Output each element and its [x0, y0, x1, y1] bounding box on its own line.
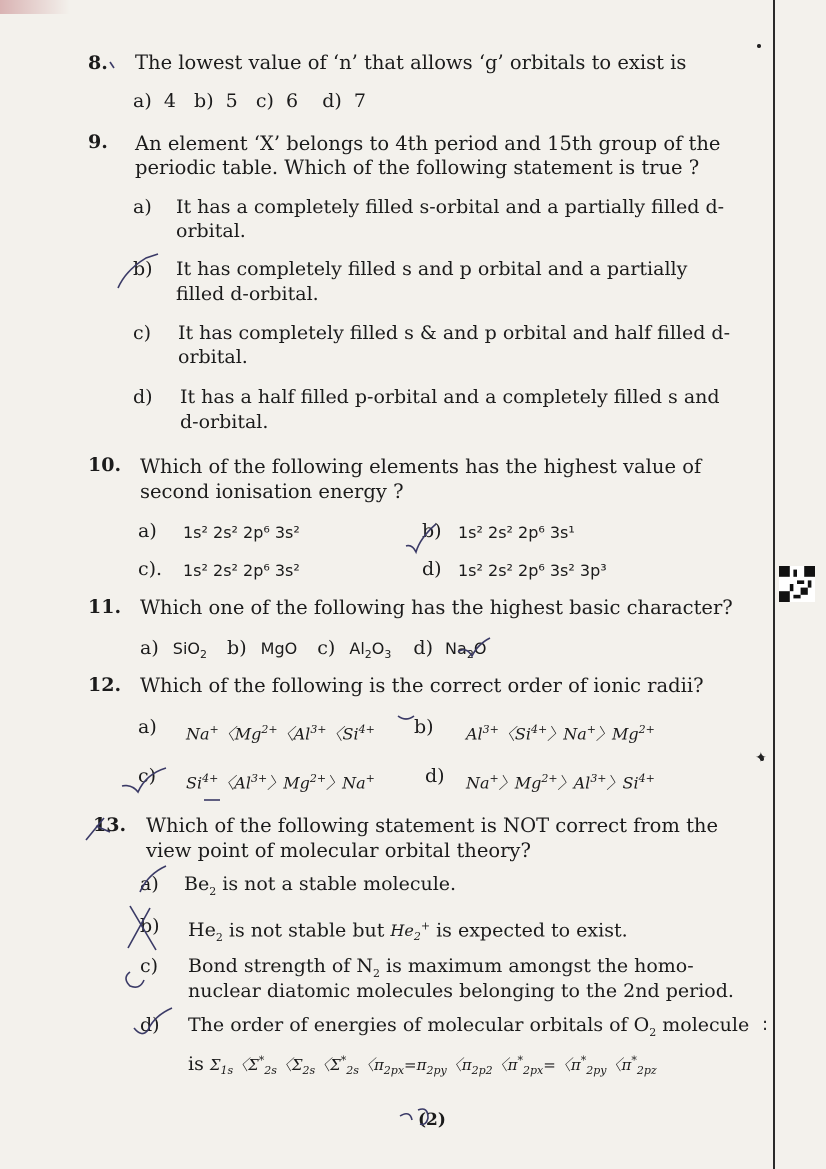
question-12-option-b-label: b)	[414, 716, 434, 738]
question-9-option-d-line2: d-orbital.	[180, 411, 269, 433]
question-9-option-a-line2: orbital.	[176, 220, 246, 242]
question-9-option-b-line2: filled d-orbital.	[176, 283, 319, 305]
question-8-options: a) 4 b) 5 c) 6 d) 7	[133, 90, 367, 112]
question-10-option-c-config: 1s² 2s² 2p⁶ 3s²	[183, 561, 300, 580]
ink-mark	[110, 62, 114, 68]
question-9-option-a-label: a)	[133, 196, 152, 218]
question-13-option-a-text: is not a stable molecule.	[216, 873, 457, 895]
question-10-option-a-config: 1s² 2s² 2p⁶ 3s²	[183, 523, 300, 542]
question-12-option-b-order: $Al^{3+}$〈$Si^{4+}$〉Na+〉$Mg^{2+}$	[466, 723, 655, 744]
question-8-number: 8.	[88, 52, 108, 74]
tick-mark-q13a	[140, 866, 166, 892]
tick-mark-q13d	[134, 1008, 172, 1034]
question-10-option-d-config: 1s² 2s² 2p⁶ 3s² 3p³	[458, 561, 607, 580]
question-9-option-a-line1: It has a completely filled s-orbital and a partially filled d-	[176, 196, 725, 218]
question-12-option-c-label: c)	[138, 765, 157, 787]
question-9-number: 9.	[88, 131, 108, 153]
question-10-number: 10.	[88, 454, 122, 476]
question-13-line1: Which of the following statement is NOT correct from the	[146, 814, 719, 837]
question-12-option-a-order: Na+〈$Mg^{2+}$〈$Al^{3+}$〈$Si^{4+}$	[186, 723, 375, 744]
question-13-option-a-label: a)	[140, 873, 159, 895]
question-12-option-d-order: Na+〉$Mg^{2+}$〉$Al^{3+}$〉$Si^{4+}$	[466, 772, 655, 793]
ink-mark-q12b	[398, 716, 414, 719]
question-12-option-c-order: $Si^{4+}$〈$Al^{3+}$〉$Mg^{2+}$〉Na+	[186, 772, 375, 793]
question-13-number: 13.	[93, 814, 127, 836]
question-9-option-c-label: c)	[133, 322, 152, 344]
margin-mark: :	[762, 1014, 769, 1035]
he2-formula: $He_2$	[188, 919, 223, 945]
question-13-option-c-label: c)	[140, 955, 159, 977]
question-13-option-c-text-end: is maximum amongst the homo-	[380, 955, 694, 977]
question-9-option-c-line1: It has completely filled s & and p orbital and half filled d-	[178, 322, 731, 344]
question-9-line1: An element ‘X’ belongs to 4th period and 15th group of the	[135, 132, 721, 155]
question-11-option-c-formula: $Al_2O_3$	[349, 639, 392, 662]
question-12-text: Which of the following is the correct order of ionic radii?	[140, 674, 704, 697]
tick-mark-q11d	[458, 638, 490, 656]
question-13-option-c-line2: nuclear diatomic molecules belonging to the 2nd period.	[188, 980, 734, 1002]
question-13-option-d-label: d)	[140, 1014, 160, 1036]
question-13-option-d-is: is	[188, 1053, 210, 1075]
question-11-number: 11.	[88, 596, 122, 618]
question-8-text: The lowest value of ‘n’ that allows ‘g’ orbitals to exist is	[135, 51, 687, 74]
question-13-option-d-text-end: molecule	[656, 1014, 750, 1036]
question-13-option-b-end: is expected to exist.	[430, 919, 628, 942]
question-9-option-b-label: b)	[133, 258, 153, 280]
circle-mark-q13c	[126, 972, 144, 987]
question-13-option-c-text: Bond strength of N	[188, 955, 373, 977]
scribble-q13	[86, 818, 110, 840]
question-13-option-c-line1: Bond strength of $N_2$ is maximum amongst the homo-	[188, 955, 694, 980]
question-10-line1: Which of the following elements has the highest value of	[140, 455, 702, 478]
scribble-footer	[400, 1109, 428, 1124]
question-9-option-c-line2: orbital.	[178, 346, 248, 368]
question-9-option-b-line1: It has completely filled s and p orbital and a partially	[176, 258, 688, 280]
page-number: (2)	[418, 1110, 446, 1130]
question-12-option-d-label: d)	[425, 765, 445, 787]
question-10-option-d-label: d)	[422, 558, 442, 580]
question-9-line2: periodic table. Which of the following statement is true ?	[135, 156, 700, 179]
he2-plus-formula: $He_2^+$	[390, 920, 431, 944]
question-12-option-a-label: a)	[138, 716, 157, 738]
be2-formula: $Be_2$	[184, 873, 217, 898]
question-11-option-a-label: a)	[140, 637, 159, 659]
tick-mark-q12c	[122, 768, 166, 792]
question-13-option-d-line1: The order of energies of molecular orbitals of $O_2$ molecule	[188, 1014, 750, 1039]
margin-mark: ✦	[755, 750, 767, 766]
question-12-number: 12.	[88, 674, 122, 696]
question-13-option-b-text: is not stable but	[222, 919, 391, 942]
tick-mark-q9b	[118, 254, 158, 288]
question-11-option-b-formula: MgO	[260, 639, 298, 658]
question-11-option-c-label: c)	[317, 637, 336, 659]
question-13-line2: view point of molecular orbital theory?	[146, 839, 531, 862]
cross-mark-q13b	[128, 906, 156, 950]
question-10-option-b-config: 1s² 2s² 2p⁶ 3s¹	[458, 523, 575, 542]
question-10-option-b-label: b)	[422, 520, 442, 542]
question-13-option-b-label: b)	[140, 915, 160, 937]
question-10-option-a-label: a)	[138, 520, 157, 542]
question-10-option-c-label: c).	[138, 558, 163, 580]
tick-mark-q10b	[406, 524, 436, 552]
question-11-option-d-label: d)	[413, 637, 433, 659]
question-9-option-d-label: d)	[133, 386, 153, 408]
question-11-text: Which one of the following has the highest basic character?	[140, 596, 733, 619]
question-13-option-d-text: The order of energies of molecular orbitals of O	[188, 1014, 650, 1036]
mo-energy-order: $\Sigma_{1s}$〈$\Sigma^*_{2s}$〈$\Sigma_{2s}$〈$\Sigma^*_{2s}$〈$\pi_{2px}=\pi_{2py}$〈$\pi_{2p2}$〈$\pi^*_{2px}=$〈$\pi^*_{2py}$〈$\pi^*_{2pz}$	[209, 1054, 657, 1077]
question-9-option-d-line1: It has a half filled p-orbital and a completely filled s and	[180, 386, 720, 408]
question-11-option-a-formula: SiO$_2$	[172, 639, 207, 662]
question-10-line2: second ionisation energy ?	[140, 480, 404, 503]
question-11-option-d-formula: $Na_2O$	[445, 639, 487, 662]
question-11-option-b-label: b)	[227, 637, 247, 659]
